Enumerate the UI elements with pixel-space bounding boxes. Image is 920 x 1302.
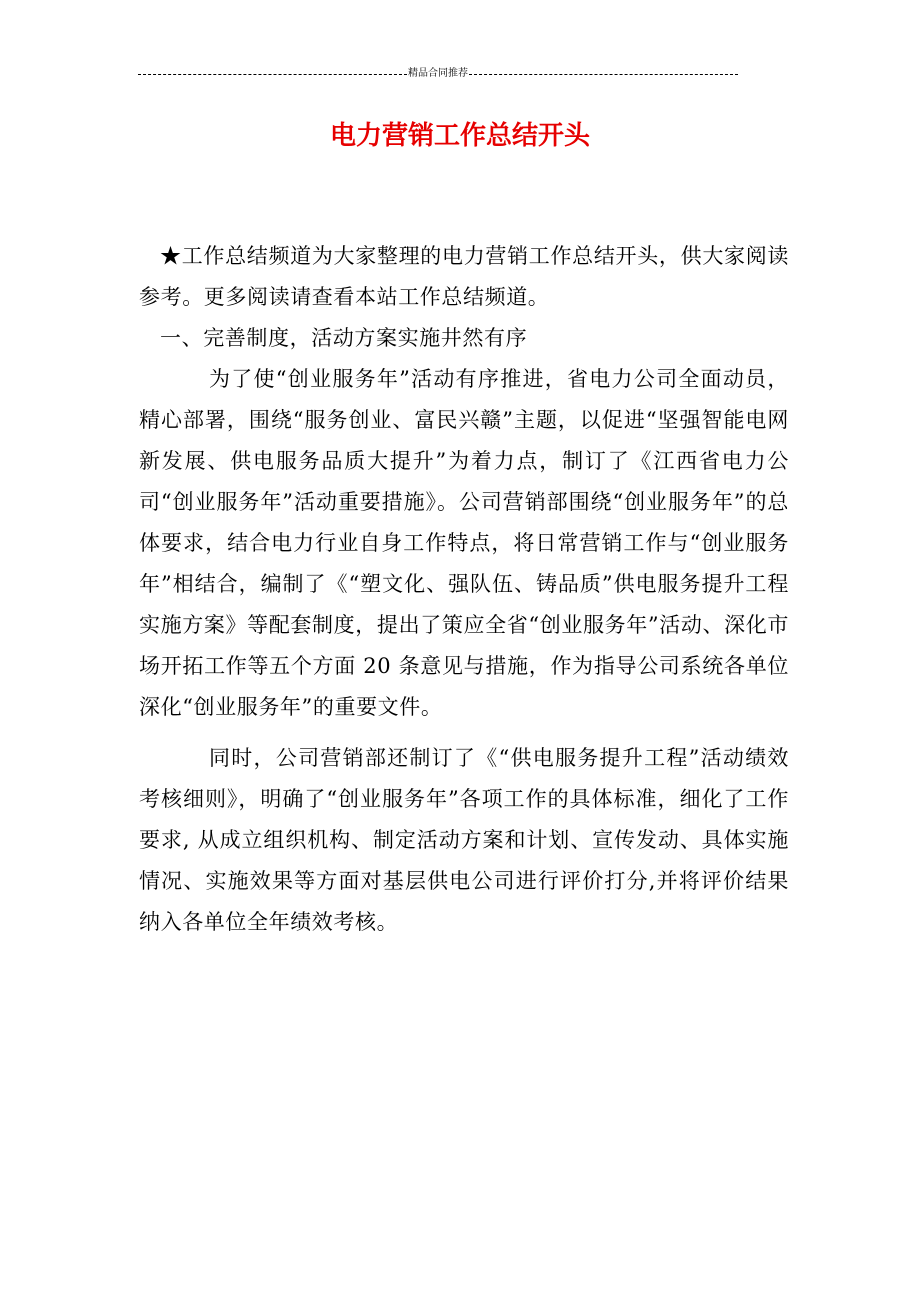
intro-paragraph: ★工作总结频道为大家整理的电力营销工作总结开头，供大家阅读参考。更多阅读请查看本站工作总结频道。 — [139, 244, 789, 309]
document-body — [139, 236, 789, 943]
document-title: 电力营销工作总结开头 — [329, 121, 590, 151]
header-dash-left — [138, 74, 407, 75]
header-label: 精品合同推荐 — [408, 68, 468, 79]
header-dash-right — [469, 74, 738, 75]
header-line — [138, 66, 738, 82]
body-paragraph: 为了使“创业服务年”活动有序推进，省电力公司全面动员，精心部署，围绕“服务创业、富民兴赣”主题，以促进“坚强智能电网新发展、供电服务品质大提升”为着力点，制订了《江西省电力公司“创业服务年”活动重要措施》。公司营销部围绕“创业服务年”的总体要求，结合电力行业自身工作特点，将日常营销工作与“创业服务年”相结合，编制了《“塑文化、强队伍、铸品质”供电服务提升工程实施方案》等配套制度，提出了策应全省“创业服务年”活动、深化市场开拓工作等五个方面 20 条意见与措施，作为指导公司系统各单位深化“创业服务年”的重要文件。 — [139, 367, 789, 719]
body-paragraph: 同时，公司营销部还制订了《“供电服务提升工程”活动绩效考核细则》，明确了“创业服务年”各项工作的具体标准，细化了工作要求, 从成立组织机构、制定活动方案和计划、宣传发动、具体实施情况、实施效果等方面对基层供电公司进行评价打分,并将评价结果纳入各单位全年绩效考核。 — [139, 746, 789, 934]
section-heading: 一、完善制度，活动方案实施井然有序 — [160, 326, 528, 350]
